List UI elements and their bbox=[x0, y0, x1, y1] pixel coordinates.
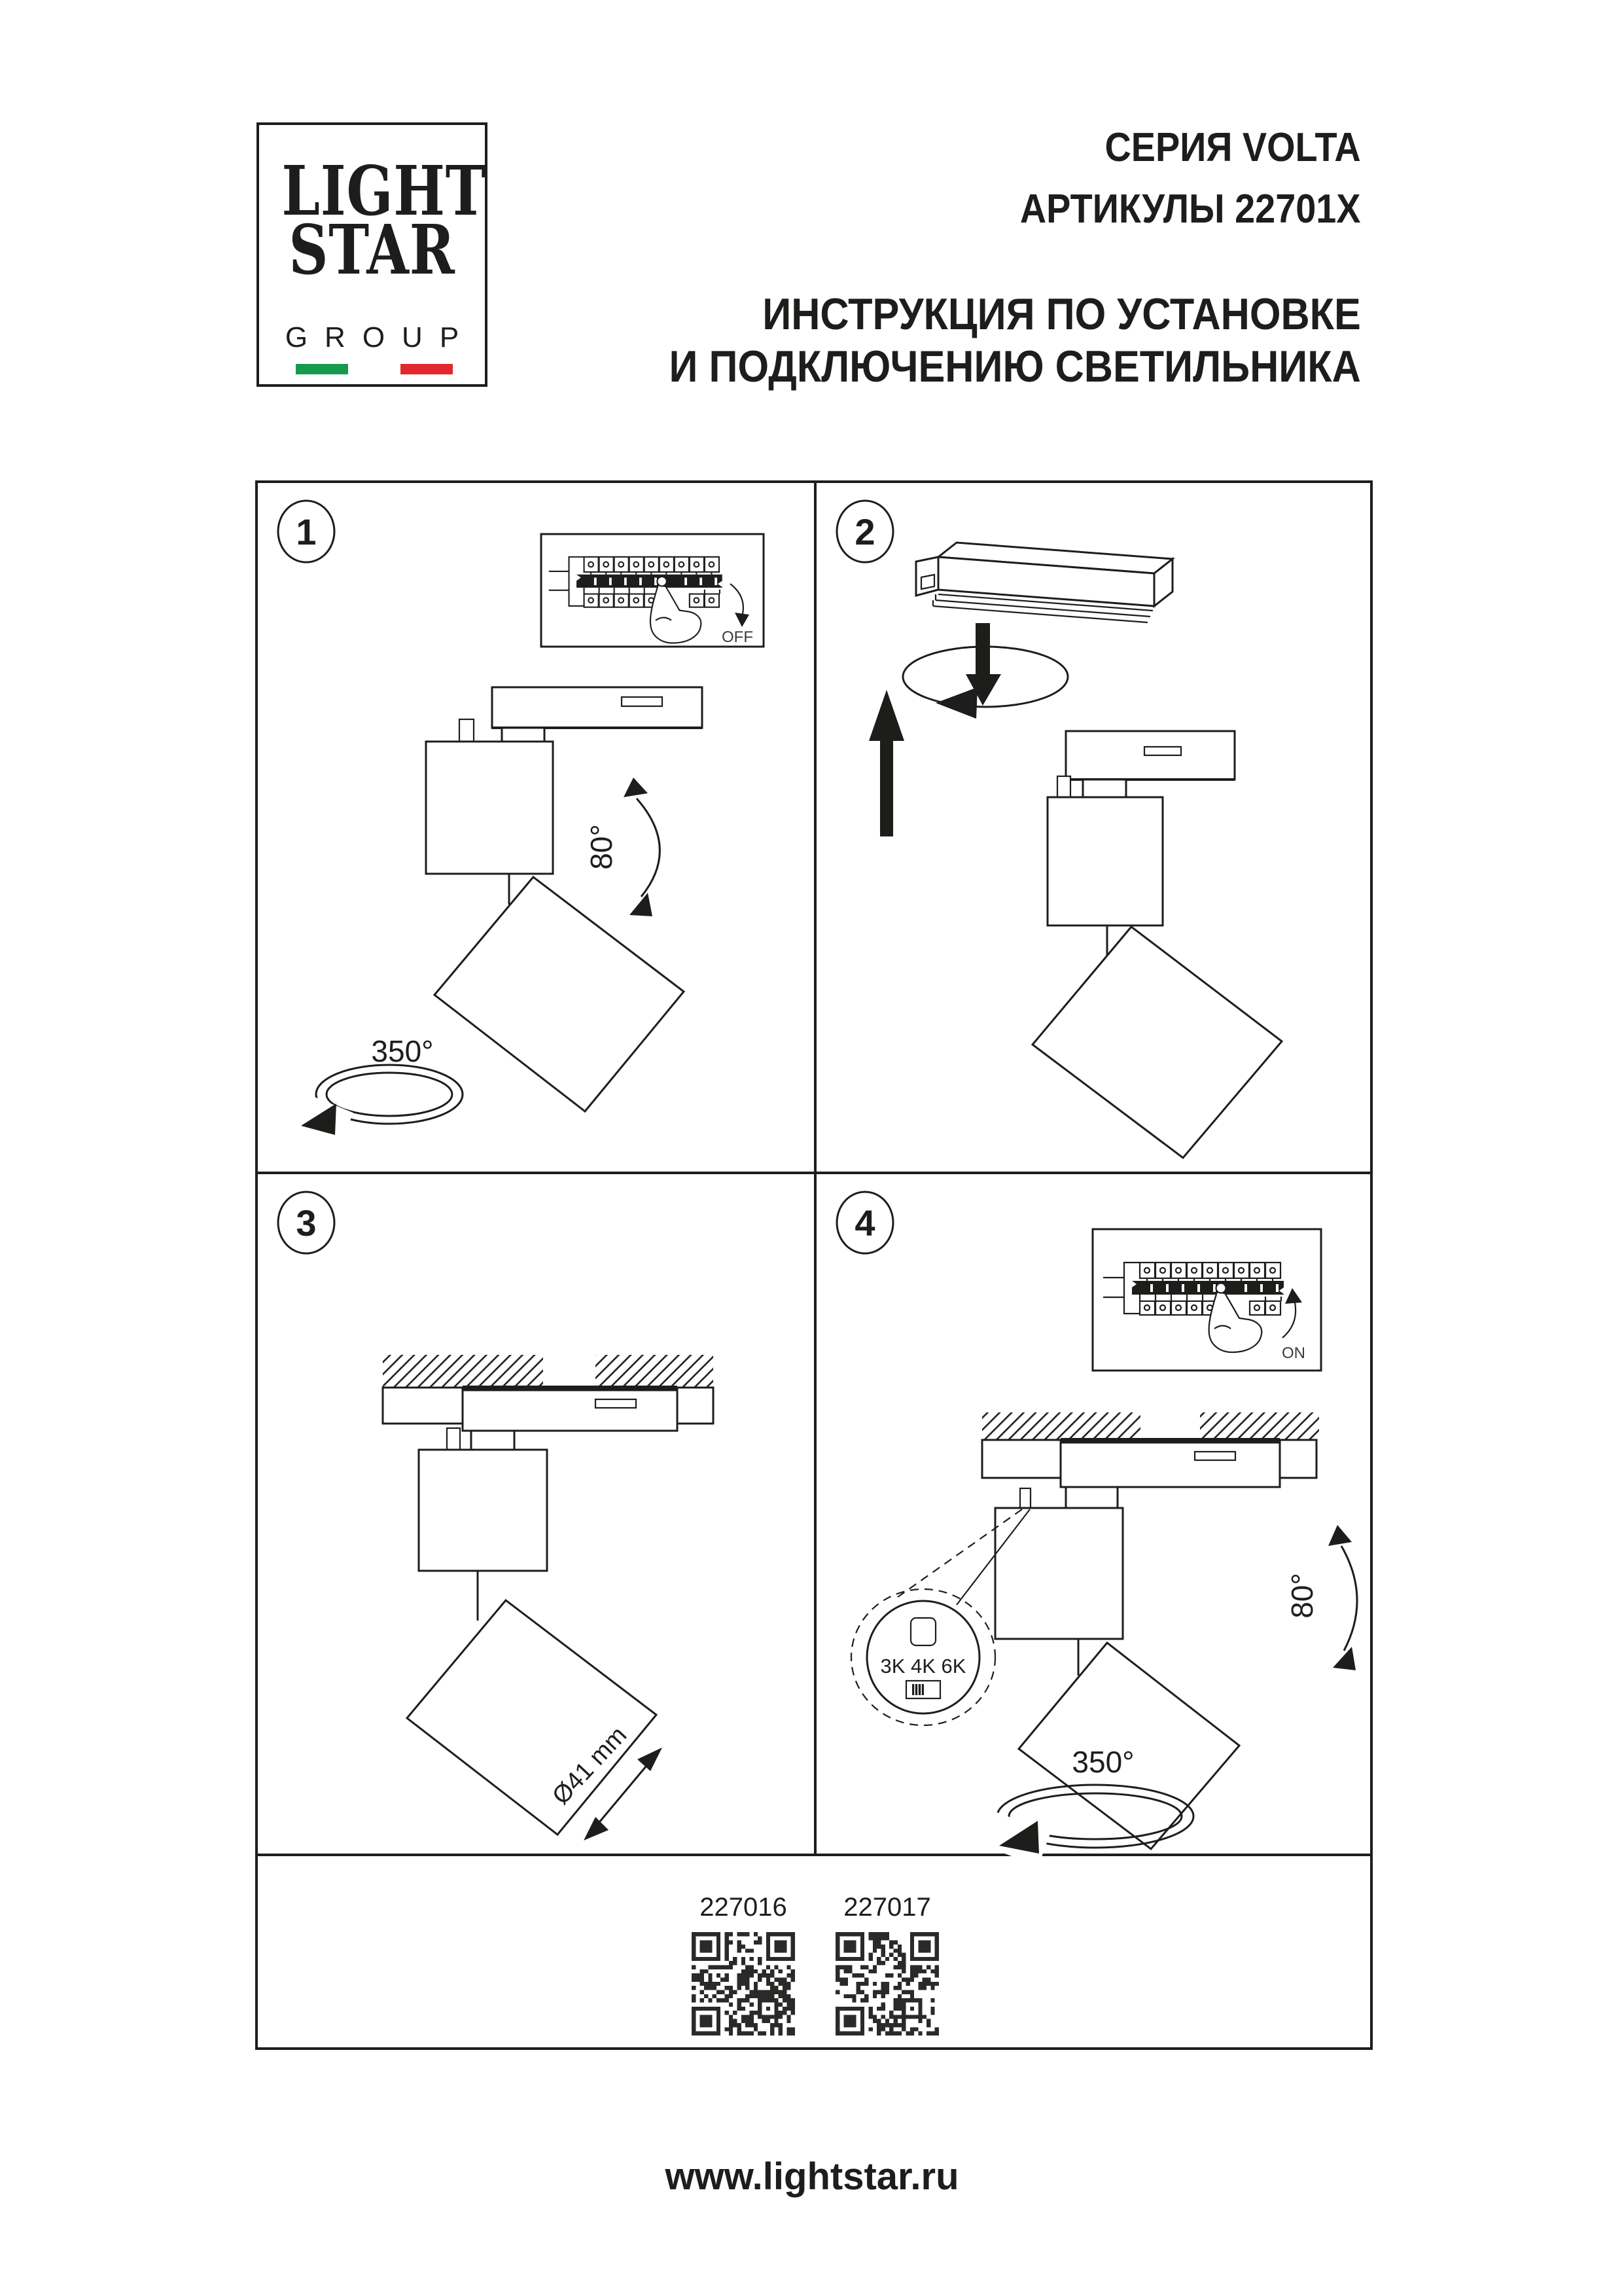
flag-white bbox=[348, 364, 400, 374]
twist-arrowhead bbox=[936, 687, 978, 719]
tilt-arc bbox=[1341, 1546, 1357, 1651]
insert-arrow-up bbox=[869, 690, 904, 836]
track bbox=[463, 1390, 677, 1431]
step-number-4 bbox=[837, 1192, 893, 1253]
ceiling-track-drawing bbox=[982, 1438, 1316, 1487]
mount-plate-right bbox=[1280, 1440, 1316, 1478]
instruction-title bbox=[669, 288, 1361, 393]
track-3d-drawing bbox=[916, 543, 1173, 622]
ceiling-hatch bbox=[982, 1412, 1319, 1440]
step-3-label: 3 bbox=[296, 1202, 317, 1244]
mount-plate-left bbox=[383, 1388, 463, 1424]
led-chip-icon bbox=[911, 1618, 936, 1645]
step-2-label: 2 bbox=[855, 511, 875, 552]
adapter bbox=[471, 1431, 514, 1450]
ceiling-hatch bbox=[383, 1355, 713, 1388]
rotate-label: 350° bbox=[371, 1034, 434, 1068]
instruction-line-2: И ПОДКЛЮЧЕНИЮ СВЕТИЛЬНИКА bbox=[669, 342, 1361, 391]
track-fixture-drawing bbox=[407, 1428, 656, 1835]
breaker-on-inset bbox=[1093, 1229, 1321, 1371]
qr-code-227016 bbox=[692, 1932, 795, 2036]
track bbox=[492, 687, 702, 728]
panel-2-diagram bbox=[814, 480, 1373, 1172]
step-number-3 bbox=[278, 1192, 334, 1253]
track-fixture-drawing bbox=[1033, 731, 1282, 1158]
adapter bbox=[1066, 1487, 1118, 1508]
tilt-label: 80° bbox=[1285, 1573, 1319, 1619]
fixture-body bbox=[426, 742, 553, 874]
spot-head bbox=[1033, 927, 1282, 1158]
breaker-off-inset bbox=[541, 534, 764, 647]
track-slot bbox=[595, 1399, 636, 1408]
fixture-body bbox=[995, 1508, 1123, 1639]
grid-horizontal-divider-2 bbox=[255, 1854, 1373, 1856]
tilt-arc bbox=[637, 798, 660, 897]
logo-light: LIGHT bbox=[281, 151, 487, 231]
panel-3-diagram bbox=[255, 1172, 814, 1854]
logo-group: GROUP bbox=[285, 321, 476, 353]
qr-code-227017 bbox=[836, 1932, 939, 2036]
rotate-label: 350° bbox=[1072, 1745, 1135, 1779]
articles-title: АРТИКУЛЫ 22701X bbox=[1020, 187, 1361, 232]
panel-1-diagram bbox=[255, 480, 814, 1172]
product-code-1: 227016 bbox=[699, 1893, 787, 1922]
mount-plate-left bbox=[982, 1440, 1061, 1478]
instruction-line-1: ИНСТРУКЦИЯ ПО УСТАНОВКЕ bbox=[762, 289, 1361, 339]
track-slot bbox=[1144, 747, 1181, 755]
toggle-nub bbox=[447, 1428, 460, 1450]
diameter-label: Ø41 mm bbox=[547, 1721, 633, 1810]
track bbox=[1061, 1443, 1280, 1487]
off-label: OFF bbox=[722, 628, 753, 646]
website-url: www.lightstar.ru bbox=[665, 2155, 959, 2198]
ceiling-track-drawing bbox=[383, 1386, 713, 1431]
mount-plate-right bbox=[677, 1388, 713, 1424]
lightstar-logo bbox=[256, 122, 487, 387]
logo-star: STAR bbox=[289, 209, 455, 290]
toggle-nub bbox=[459, 719, 474, 742]
step-4-label: 4 bbox=[855, 1202, 875, 1244]
color-temp-label: 3K 4K 6K bbox=[880, 1655, 966, 1677]
track-fixture-drawing bbox=[426, 687, 702, 1111]
tilt-80-annotation bbox=[1285, 1525, 1357, 1670]
tilt-label: 80° bbox=[584, 824, 618, 870]
step-1-label: 1 bbox=[296, 511, 317, 552]
toggle-nub bbox=[1020, 1488, 1031, 1508]
toggle-nub bbox=[1057, 776, 1070, 797]
series-title: СЕРИЯ VOLTA bbox=[1104, 125, 1361, 170]
track-slot bbox=[1195, 1452, 1235, 1460]
flag-green bbox=[296, 364, 348, 374]
fixture-body bbox=[1048, 797, 1163, 925]
on-label: ON bbox=[1282, 1344, 1305, 1362]
selector-switch-icon bbox=[906, 1681, 940, 1698]
adapter bbox=[1083, 780, 1126, 797]
adapter bbox=[502, 728, 544, 742]
tilt-80-annotation bbox=[584, 778, 660, 916]
step-number-1 bbox=[278, 501, 334, 562]
flag-red bbox=[400, 364, 453, 374]
italian-flag-icon bbox=[296, 364, 453, 374]
fixture-body bbox=[419, 1450, 547, 1571]
step-number-2 bbox=[837, 501, 893, 562]
track-slot bbox=[622, 697, 662, 706]
product-code-2: 227017 bbox=[843, 1893, 931, 1922]
rotate-350-annotation bbox=[283, 1034, 463, 1144]
panel-4-diagram bbox=[814, 1172, 1373, 1854]
